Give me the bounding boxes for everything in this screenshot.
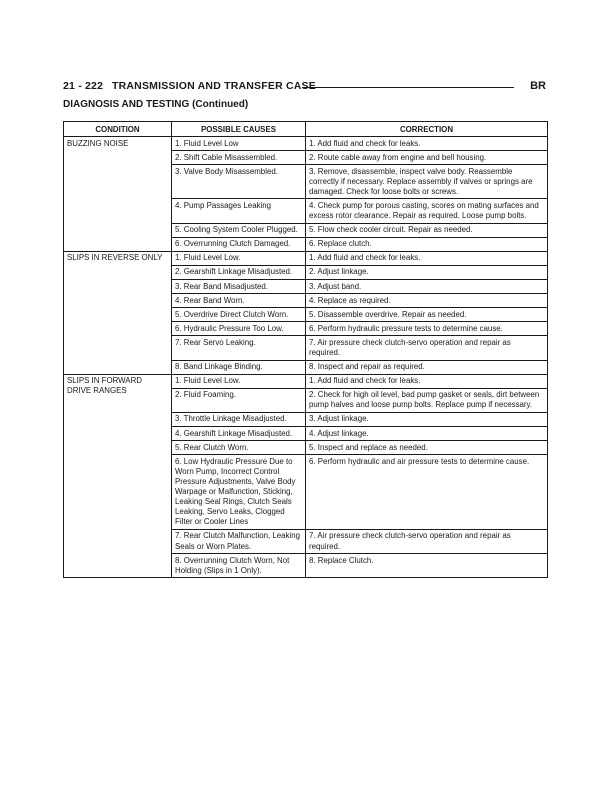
correction-cell: 7. Air pressure check clutch-servo operation and repair as required.: [306, 529, 548, 553]
table-row: [64, 137, 548, 151]
condition-cell: SLIPS IN REVERSE ONLY: [64, 251, 172, 374]
correction-cell: 3. Adjust linkage.: [306, 412, 548, 426]
header-rule: [303, 87, 514, 88]
cause-cell: 2. Gearshift Linkage Misadjusted.: [172, 265, 306, 279]
correction-cell: 1. Add fluid and check for leaks.: [306, 137, 548, 151]
cause-cell: 6. Overrunning Clutch Damaged.: [172, 237, 306, 251]
correction-cell: 2. Adjust linkage.: [306, 265, 548, 279]
correction-cell: 5. Inspect and replace as needed.: [306, 441, 548, 455]
cause-cell: 3. Valve Body Misassembled.: [172, 165, 306, 199]
cause-cell: 8. Overrunning Clutch Worn, Not Holding (Slips in 1 Only).: [172, 554, 306, 578]
condition-cell: SLIPS IN FORWARD DRIVE RANGES: [64, 374, 172, 578]
correction-cell: 4. Check pump for porous casting, scores on mating surfaces and excess rotor clearance. Repair as required. Loose pump bolts.: [306, 199, 548, 223]
correction-cell: 8. Inspect and repair as required.: [306, 360, 548, 374]
cause-cell: 1. Fluid Level Low.: [172, 374, 306, 388]
cause-cell: 8. Band Linkage Binding.: [172, 360, 306, 374]
page-header: [63, 80, 546, 96]
correction-cell: 2. Check for high oil level, bad pump gasket or seals, dirt between pump halves and loose pump bolts. Replace pump if necessary.: [306, 388, 548, 412]
correction-cell: 6. Perform hydraulic pressure tests to determine cause.: [306, 322, 548, 336]
cause-cell: 3. Rear Band Misadjusted.: [172, 280, 306, 294]
page-number: 21 - 222: [63, 80, 104, 92]
correction-cell: 5. Flow check cooler circuit. Repair as needed.: [306, 223, 548, 237]
column-header-correction: CORRECTION: [306, 122, 548, 137]
correction-cell: 1. Add fluid and check for leaks.: [306, 251, 548, 265]
cause-cell: 7. Rear Servo Leaking.: [172, 336, 306, 360]
cause-cell: 1. Fluid Level Low.: [172, 251, 306, 265]
correction-cell: 1. Add fluid and check for leaks.: [306, 374, 548, 388]
correction-cell: 2. Route cable away from engine and bell housing.: [306, 151, 548, 165]
cause-cell: 5. Cooling System Cooler Plugged.: [172, 223, 306, 237]
correction-cell: 6. Replace clutch.: [306, 237, 548, 251]
header-title: TRANSMISSION AND TRANSFER CASE: [112, 80, 316, 92]
column-header-condition: CONDITION: [64, 122, 172, 137]
column-header-causes: POSSIBLE CAUSES: [172, 122, 306, 137]
cause-cell: 3. Throttle Linkage Misadjusted.: [172, 412, 306, 426]
cause-cell: 2. Shift Cable Misassembled.: [172, 151, 306, 165]
table-header-row: [64, 122, 548, 137]
cause-cell: 2. Fluid Foaming.: [172, 388, 306, 412]
cause-cell: 5. Overdrive Direct Clutch Worn.: [172, 308, 306, 322]
cause-cell: 4. Rear Band Worn.: [172, 294, 306, 308]
correction-cell: 7. Air pressure check clutch-servo operation and repair as required.: [306, 336, 548, 360]
cause-cell: 7. Rear Clutch Malfunction, Leaking Seals or Worn Plates.: [172, 529, 306, 553]
correction-cell: 3. Adjust band.: [306, 280, 548, 294]
cause-cell: 4. Pump Passages Leaking: [172, 199, 306, 223]
correction-cell: 6. Perform hydraulic and air pressure tests to determine cause.: [306, 455, 548, 530]
cause-cell: 6. Hydraulic Pressure Too Low.: [172, 322, 306, 336]
section-title: DIAGNOSIS AND TESTING (Continued): [63, 99, 249, 110]
table-row: [64, 374, 548, 388]
correction-cell: 4. Replace as required.: [306, 294, 548, 308]
header-code: BR: [530, 80, 546, 92]
correction-cell: 4. Adjust linkage.: [306, 427, 548, 441]
cause-cell: 1. Fluid Level Low: [172, 137, 306, 151]
diagnosis-table: [63, 121, 548, 578]
condition-cell: BUZZING NOISE: [64, 137, 172, 252]
cause-cell: 6. Low Hydraulic Pressure Due to Worn Pump, Incorrect Control Pressure Adjustments, Valve Body Warpage or Malfunction, Sticking, Leaking Seal Rings, Clutch Seals Leaking, Servo Leaks, Clogged Filter or Cooler Lines: [172, 455, 306, 530]
correction-cell: 3. Remove, disassemble, inspect valve body. Reassemble correctly if necessary. Replace assembly if valves or springs are damaged. Check for loose bolts or screws.: [306, 165, 548, 199]
table-row: [64, 251, 548, 265]
correction-cell: 5. Disassemble overdrive. Repair as needed.: [306, 308, 548, 322]
correction-cell: 8. Replace Clutch.: [306, 554, 548, 578]
cause-cell: 4. Gearshift Linkage Misadjusted.: [172, 427, 306, 441]
table-body: [64, 137, 548, 578]
cause-cell: 5. Rear Clutch Worn.: [172, 441, 306, 455]
